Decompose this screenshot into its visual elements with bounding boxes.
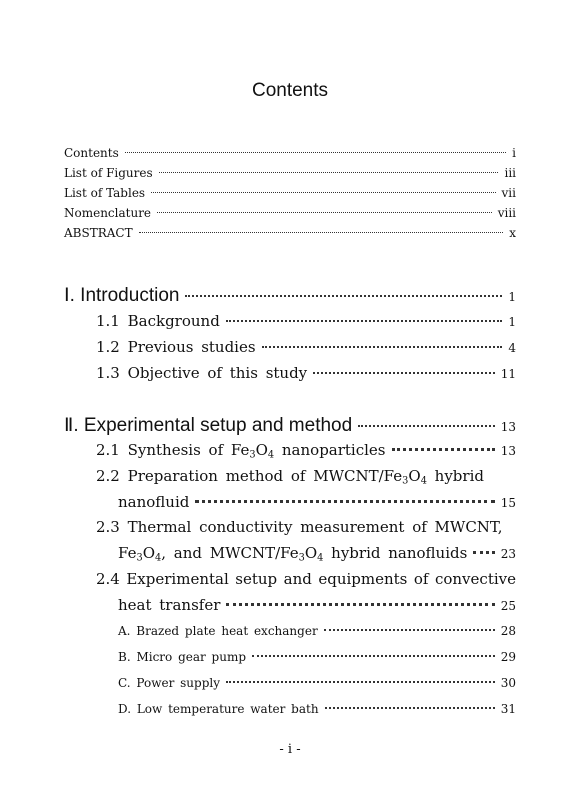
dot-leader	[313, 372, 495, 374]
dot-leader	[252, 655, 495, 657]
toc-section-2-2-line1[interactable]: 2.2 Preparation method of MWCNT/$Fe_3O_4$ hybrid	[96, 467, 484, 487]
dot-leader	[226, 320, 503, 322]
dot-leader	[139, 232, 504, 233]
section-title: 1.1 Background	[96, 312, 220, 330]
dot-leader	[325, 707, 495, 709]
toc-entry-contents[interactable]	[64, 146, 516, 160]
subsection-title: C. Power supply	[118, 676, 220, 690]
dot-leader	[226, 603, 494, 606]
toc-label: Contents	[64, 146, 119, 160]
section-title-continued: heat transfer	[118, 596, 221, 614]
page-number: - i -	[279, 742, 301, 757]
dot-leader	[226, 681, 495, 683]
dot-leader	[324, 629, 495, 631]
toc-section-2-3-line1[interactable]: 2.3 Thermal conductivity measurement of MWCNT,	[96, 518, 503, 536]
toc-section-2-3-line2[interactable]	[118, 544, 516, 563]
dot-leader	[195, 500, 494, 503]
dot-leader	[151, 192, 495, 193]
dot-leader	[358, 425, 495, 427]
toc-chapter-2[interactable]	[64, 414, 516, 437]
toc-page: i	[512, 146, 516, 160]
dot-leader	[473, 551, 494, 554]
toc-label: List of Figures	[64, 166, 153, 180]
toc-page: 11	[500, 367, 516, 381]
toc-page: 13	[500, 420, 516, 434]
toc-entry-nomenclature[interactable]	[64, 206, 516, 220]
dot-leader	[262, 346, 503, 348]
subsection-title: A. Brazed plate heat exchanger	[118, 624, 318, 638]
chapter-title: Ⅱ. Experimental setup and method	[64, 415, 353, 436]
toc-label: Nomenclature	[64, 206, 152, 220]
toc-page: 1	[508, 315, 516, 329]
section-title-continued: nanofluid	[118, 493, 190, 511]
section-title: 1.2 Previous studies	[96, 338, 256, 356]
toc-page: 15	[500, 496, 516, 510]
toc-section-1-2[interactable]	[96, 338, 516, 356]
toc-subsection-a[interactable]	[118, 624, 516, 638]
toc-label: ABSTRACT	[64, 226, 133, 240]
toc-entry-list-of-tables[interactable]	[64, 186, 516, 200]
toc-section-1-3[interactable]	[96, 364, 516, 382]
toc-page: 23	[500, 547, 516, 561]
toc-chapter-1[interactable]	[64, 284, 516, 307]
toc-entry-list-of-figures[interactable]	[64, 166, 516, 180]
toc-subsection-b[interactable]	[118, 650, 516, 664]
toc-page: 1	[508, 290, 516, 304]
toc-section-2-2-line2[interactable]	[118, 493, 516, 511]
toc-subsection-c[interactable]	[118, 676, 516, 690]
dot-leader	[392, 448, 495, 451]
toc-label: List of Tables	[64, 186, 146, 200]
dot-leader	[125, 152, 506, 153]
section-title: 2.1 Synthesis of $Fe_3O_4$ nanoparticles	[96, 441, 386, 461]
toc-subsection-d[interactable]	[118, 702, 516, 716]
toc-section-2-4-line1[interactable]: 2.4 Experimental setup and equipments of convective	[96, 570, 516, 588]
toc-page: iii	[504, 166, 516, 180]
toc-page: 30	[500, 676, 516, 690]
dot-leader	[159, 172, 499, 173]
toc-page: 25	[500, 599, 516, 613]
page-title: Contents	[251, 80, 329, 101]
toc-entry-abstract[interactable]	[64, 226, 516, 240]
toc-page: 4	[508, 341, 516, 355]
toc-section-1-1[interactable]	[96, 312, 516, 330]
toc-page: vii	[501, 186, 516, 200]
toc-page: 28	[500, 624, 516, 638]
toc-page: viii	[497, 206, 516, 220]
toc-page: x	[509, 226, 516, 240]
subsection-title: D. Low temperature water bath	[118, 702, 319, 716]
section-title: 1.3 Objective of this study	[96, 364, 308, 382]
toc-section-2-4-line2[interactable]	[118, 596, 516, 614]
toc-page: 31	[500, 702, 516, 716]
dot-leader	[185, 295, 502, 297]
dot-leader	[157, 212, 492, 213]
chapter-title: Ⅰ. Introduction	[64, 285, 180, 306]
toc-page: 29	[500, 650, 516, 664]
subsection-title: B. Micro gear pump	[118, 650, 247, 664]
toc-page: 13	[500, 444, 516, 458]
section-title-continued: $Fe_3O_4$, and MWCNT/$Fe_3O_4$ hybrid nanofluids	[118, 544, 468, 564]
toc-section-2-1[interactable]	[96, 441, 516, 460]
